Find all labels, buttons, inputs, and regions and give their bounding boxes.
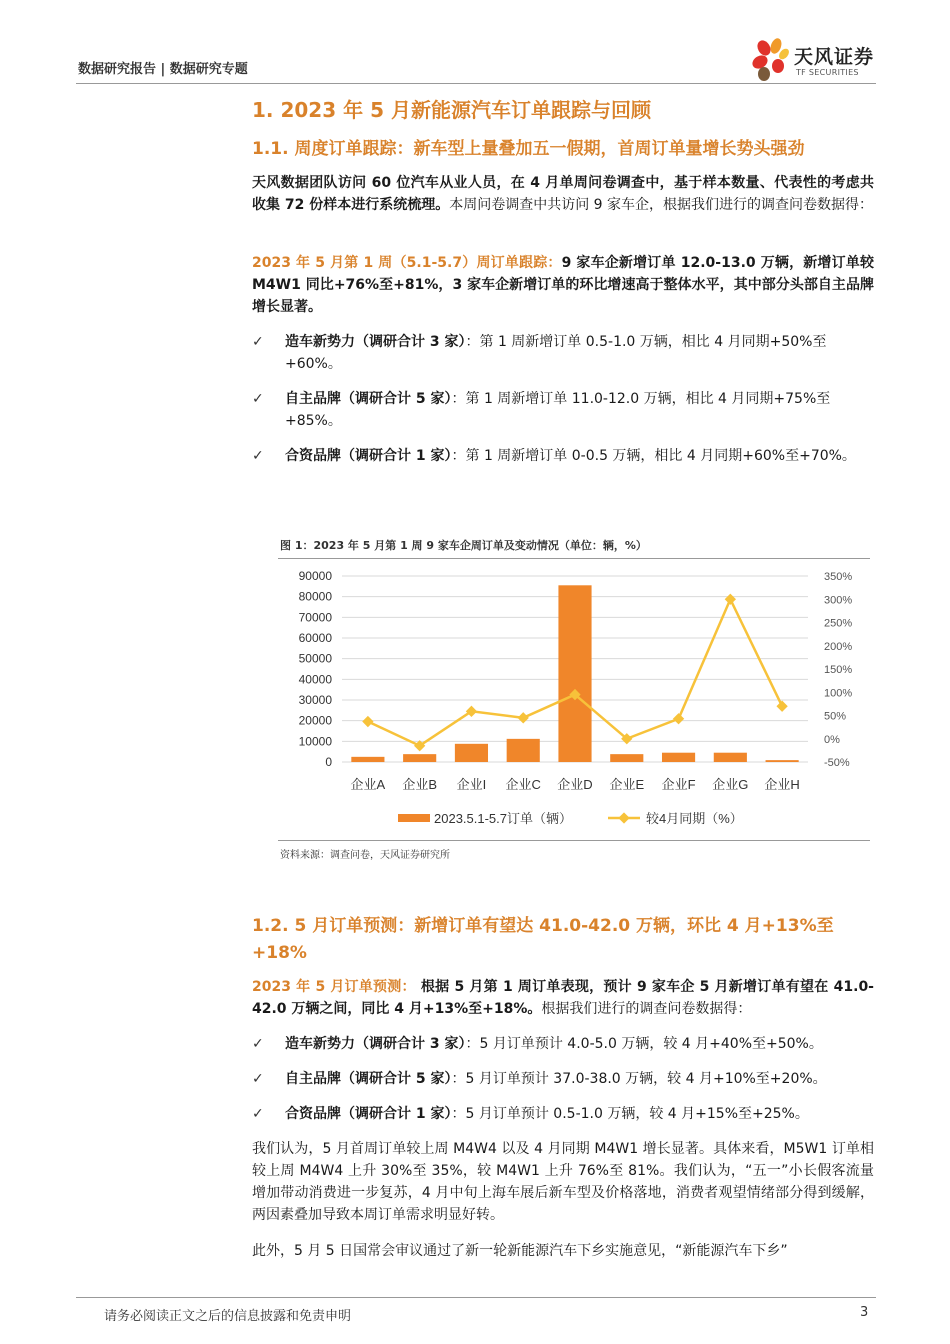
x-tick-label: 企业F xyxy=(661,777,696,792)
y-right-tick-label: -50% xyxy=(824,757,850,769)
y-right-tick-label: 250% xyxy=(824,617,853,630)
x-tick-label: 企业D xyxy=(557,777,593,792)
y-left-tick-label: 50000 xyxy=(298,651,332,666)
x-tick-label: 企业A xyxy=(350,777,386,792)
y-right-tick-label: 200% xyxy=(824,640,853,653)
check-icon: ✓ xyxy=(252,448,264,464)
y-right-tick-label: 50% xyxy=(824,710,847,723)
x-tick-label: 企业H xyxy=(764,777,800,792)
bullet-text: ：第 1 周新增订单 0-0.5 万辆，相比 4 月同期+60%至+70%。 xyxy=(451,448,856,464)
line-point xyxy=(673,713,684,724)
y-left-tick-label: 80000 xyxy=(298,589,332,604)
body-paragraph: 我们认为，5 月首周订单较上周 M4W4 以及 4 月同期 M4W1 增长显著。具体来看，M5W1 订单相较上周 M4W4 上升 30%至 35%，较 M4W1 上升 76%至 81%。我们认为，“五一”小长假客流量增加带动消费进一步复苏，4 月中旬上海车展后新车型及价格落地，消费者观望情绪部分得到缓解，两因素叠加导致本周订单需求明显好转。 xyxy=(252,1141,874,1223)
bar xyxy=(351,757,384,762)
footer-disclaimer: 请务必阅读正文之后的信息披露和免责申明 xyxy=(104,1309,352,1324)
y-left-tick-label: 0 xyxy=(325,755,332,769)
figure-source: 资料来源：调查问卷，天风证券研究所 xyxy=(280,850,450,861)
y-left-tick-label: 90000 xyxy=(298,569,332,583)
check-icon: ✓ xyxy=(252,391,264,407)
legend-label: 2023.5.1-5.7订单（辆） xyxy=(434,811,573,826)
logo-flower-icon xyxy=(750,36,796,82)
y-right-tick-label: 100% xyxy=(824,687,853,700)
bar xyxy=(662,753,695,762)
bullet-label: 自主品牌（调研合计 5 家） xyxy=(285,1071,452,1087)
bullet-text: ：5 月订单预计 0.5-1.0 万辆，较 4 月+15%至+25%。 xyxy=(451,1106,809,1122)
y-left-tick-label: 40000 xyxy=(298,672,332,687)
intro-bold: 天风数据团队访问 60 位汽车从业人员，在 4 月单周问卷调查中，基于样本数量、代表性的考虑共收集 72 份样本进行系统梳理。 xyxy=(252,175,874,213)
bullet-text: ：5 月订单预计 4.0-5.0 万辆，较 4 月+40%至+50%。 xyxy=(465,1036,823,1052)
check-icon: ✓ xyxy=(252,1036,264,1052)
line-point xyxy=(776,701,787,712)
x-tick-label: 企业C xyxy=(505,777,541,792)
prediction-label: 2023 年 5 月订单预测： xyxy=(252,979,416,995)
x-tick-label: 企业B xyxy=(402,777,438,792)
bullet-label: 合资品牌（调研合计 1 家） xyxy=(285,1106,452,1122)
bar xyxy=(766,760,799,762)
prediction-text: 根据 5 月第 1 周订单表现，预计 9 家车企 5 月新增订单有望在 41.0-42.0 万辆之间，同比 4 月+13%至+18%。 xyxy=(252,979,874,1017)
y-left-tick-label: 30000 xyxy=(298,693,332,707)
bullet-text: ：第 1 周新增订单 0.5-1.0 万辆，相比 4 月同期+50%至+60%。 xyxy=(285,334,827,372)
logo-subtitle: TF SECURITIES xyxy=(796,68,859,77)
legend-swatch-bar xyxy=(398,814,430,822)
logo-name: 天风证券 xyxy=(794,46,875,68)
figure-divider-top xyxy=(278,558,870,559)
y-left-tick-label: 70000 xyxy=(298,610,332,625)
bullet-label: 自主品牌（调研合计 5 家） xyxy=(285,391,452,407)
y-right-tick-label: 150% xyxy=(824,664,853,676)
intro-rest: 本周问卷调查中共访问 9 家车企，根据我们进行的调查问卷数据得： xyxy=(449,197,874,213)
bar xyxy=(558,585,591,762)
breadcrumb: 数据研究报告 | 数据研究专题 xyxy=(78,62,248,77)
bullet-label: 造车新势力（调研合计 3 家） xyxy=(285,334,466,350)
week-text: 9 家车企新增订单 12.0-13.0 万辆，新增订单较 M4W1 同比+76%至+81%，3 家车企新增订单的环比增速高于整体水平，其中部分头部自主品牌增长显著。 xyxy=(252,255,874,315)
bar xyxy=(403,754,436,762)
x-tick-label: 企业E xyxy=(609,777,645,792)
legend-swatch-point xyxy=(618,812,629,823)
line-point xyxy=(725,594,736,605)
page-number: 3 xyxy=(860,1305,869,1320)
y-right-tick-label: 300% xyxy=(824,594,853,607)
week-label: 2023 年 5 月第 1 周（5.1-5.7）周订单跟踪： xyxy=(252,255,562,271)
order-chart xyxy=(278,560,870,838)
x-tick-label: 企业I xyxy=(456,777,487,792)
subsection-title: 1.2. 5 月订单预测：新增订单有望达 41.0-42.0 万辆，环比 4 月+13%至+18% xyxy=(252,916,834,963)
y-left-tick-label: 10000 xyxy=(298,734,332,749)
bar xyxy=(455,744,488,762)
check-icon: ✓ xyxy=(252,1106,264,1122)
y-left-tick-label: 60000 xyxy=(298,631,332,645)
line-point xyxy=(518,712,529,723)
y-left-tick-label: 20000 xyxy=(298,713,332,728)
bar xyxy=(714,753,747,762)
bullet-label: 合资品牌（调研合计 1 家） xyxy=(285,448,452,464)
bullet-label: 造车新势力（调研合计 3 家） xyxy=(285,1036,466,1052)
line-point xyxy=(362,716,373,727)
figure-title: 图 1：2023 年 5 月第 1 周 9 家车企周订单及变动情况（单位：辆，%） xyxy=(280,539,647,552)
prediction-paragraph xyxy=(252,976,874,1020)
bar xyxy=(610,754,643,762)
bullet-text: ：5 月订单预计 37.0-38.0 万辆，较 4 月+10%至+20%。 xyxy=(451,1071,827,1087)
header-divider xyxy=(76,83,876,84)
bar xyxy=(507,739,540,762)
figure-divider-bottom xyxy=(278,840,870,841)
y-right-tick-label: 0% xyxy=(824,733,840,746)
week-paragraph xyxy=(252,252,874,318)
check-icon: ✓ xyxy=(252,334,264,350)
bullet-text: ：第 1 周新增订单 11.0-12.0 万辆，相比 4 月同期+75%至+85%。 xyxy=(285,391,831,429)
y-right-tick-label: 350% xyxy=(824,571,853,583)
prediction-rest: 根据我们进行的调查问卷数据得： xyxy=(541,1001,752,1017)
check-icon: ✓ xyxy=(252,1071,264,1087)
intro-paragraph xyxy=(252,172,874,216)
section-title: 1. 2023 年 5 月新能源汽车订单跟踪与回顾 xyxy=(252,98,651,122)
footer-divider xyxy=(76,1297,876,1298)
legend-label: 较4月同期（%） xyxy=(646,811,743,826)
subsection-title: 1.1. 周度订单跟踪：新车型上量叠加五一假期，首周订单量增长势头强劲 xyxy=(252,139,805,159)
x-tick-label: 企业G xyxy=(712,777,749,792)
body-paragraph: 此外，5 月 5 日国常会审议通过了新一轮新能源汽车下乡实施意见，“新能源汽车下乡” xyxy=(252,1243,788,1259)
